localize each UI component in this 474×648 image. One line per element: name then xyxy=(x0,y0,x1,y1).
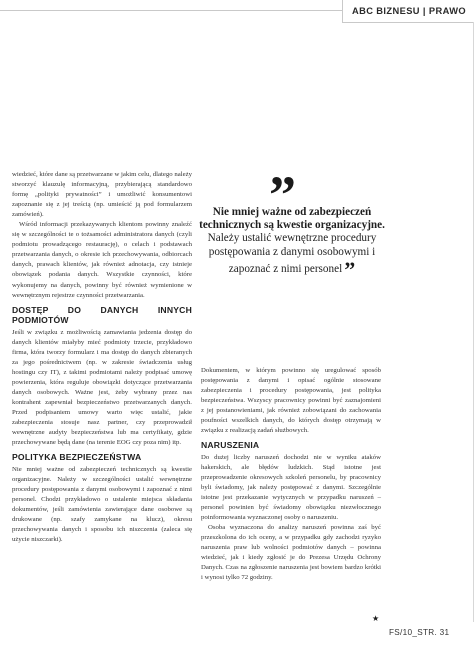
left-paragraph-4: Nie mniej ważne od zabezpieczeń technicznych są kwestie organizacyjne. Należy w szczególności ustalić wewnętrzne procedury postępowania z danymi osobowymi i zapoznać z nimi personel. Chodzi przykładowo o ustalenie miejsca składania dokumentów, jeśli zamówienia zawierające dane osobowe są drukowane (np. szafy zamykane na klucz), okresu przechowywania danych i sposobu ich niszczenia (zaleca się użycie niszczarki). xyxy=(12,465,192,543)
page-number: FS/10_STR. 31 xyxy=(389,628,450,637)
section-tab xyxy=(342,0,474,23)
left-paragraph-2: Wśród informacji przekazywanych klientom powinny znaleźć się w szczególności te o tożsamości administratora danych (czyli podmiotu prowadzącego restaurację), o celach i podstawach przetwarzania danych, o okresie ich przechowywania, odbiorcach danych, prawach klientów, jak również adnotacja, czy istnieje obowiązek podania danych. Wszystkie czynności, które wykonujemy na danych, powinny być również wymienione w wewnętrznym rejestrze czynności przetwarzania. xyxy=(12,221,192,299)
left-paragraph-1: wiedzieć, które dane są przetwarzane w jakim celu, dlatego należy stworzyć klauzulę informacyjną, przybierającą standardowo formę „polityki prywatności” i umożliwić konsumentowi zapoznanie się z jej treścią (np. umieścić ją pod formularzem zamówień). xyxy=(12,171,192,219)
right-column xyxy=(201,366,381,583)
left-column xyxy=(12,170,192,545)
right-paragraph-1: Dokumentem, w którym powinno się uregulować sposób postępowania z danymi i opisać ogólnie stosowane zabezpieczenia i procedury postępowania, jest polityka bezpieczeństwa. Wszyscy pracownicy powinni być zaznajomieni z jej postanowieniami, jak również zobowiązani do zachowania poufności wszelkich danych, do których dostęp otrzymają w związku z realizacją zadań służbowych. xyxy=(201,367,381,435)
pull-quote-light-text: Należy ustalić wewnętrzne procedury postępowania z danymi osobowymi i zapoznać z nimi personel xyxy=(207,232,377,275)
right-paragraph-3: Osoba wyznaczona do analizy naruszeń powinna zaś być przeszkolona do ich oceny, a w przypadku gdy zachodzi ryzyko naruszenia praw lub wolności podmiotów danych – powinna wiedzieć, jak i kiedy zgłosić je do Prezesa Urzędu Ochrony Danych. Czas na zgłoszenie naruszenia jest bowiem bardzo krótki i wynosi tylko 72 godziny. xyxy=(201,524,381,582)
quote-close-mark: ” xyxy=(344,256,356,282)
header-rule xyxy=(0,10,342,11)
section-label: ABC BIZNESU | PRAWO xyxy=(351,6,467,16)
heading-security-policy: POLITYKA BEZPIECZEŃSTWA xyxy=(12,452,142,463)
quote-open-mark: ” xyxy=(269,165,296,225)
pull-quote-text xyxy=(199,206,385,281)
heading-data-access: DOSTĘP DO DANYCH INNYCH PODMIOTÓW xyxy=(12,304,192,326)
right-paragraph-2: Do dużej liczby naruszeń dochodzi nie w wyniku ataków hakerskich, ale błędów ludzkich. Stąd istotne jest przeprowadzenie okresowych szkoleń personelu, by pracownicy byli świadomy, jak należy postępować z danymi. Szczególnie istotne jest przekazanie wytycznych w przypadku naruszeń – personel powinien być świadomy obowiązku niezwłocznego poinformowania wyznaczonej osoby o naruszeniu. xyxy=(201,453,381,522)
pull-quote-bold: Nie mniej ważne od zabezpieczeń technicznych są kwestie organizacyjne. xyxy=(199,206,385,232)
end-of-article-star-icon: ★ xyxy=(372,614,380,623)
left-paragraph-3: Jeśli w związku z możliwością zamawiania jedzenia dostęp do danych klientów miałyby mieć podmioty trzecie, przykładowo firma, która tworzy formularz i ma dostęp do danych zbieranych za jego pośrednictwem (np. w zakresie świadczenia usług hostingu czy IT), z takimi podmiotami należy podpisać umowę powierzenia, która reguluje obowiązki dotyczące przetwarzania danych osobowych. Ważne jest, żeby wybrany przez nas kontrahent zapewniał bezpieczeństwo przetwarzanych danych. Przed podpisaniem umowy warto więc ustalić, jakie zabezpieczenia stosuje nasz partner, czy przeprowadził wewnętrzne audyty bezpieczeństwa lub ma certyfikaty, gdzie przechowywane będą dane (na terenie EOG czy poza nim) itp. xyxy=(12,328,192,447)
pull-quote-light xyxy=(199,232,385,280)
heading-breaches: NARUSZENIA xyxy=(201,440,260,451)
